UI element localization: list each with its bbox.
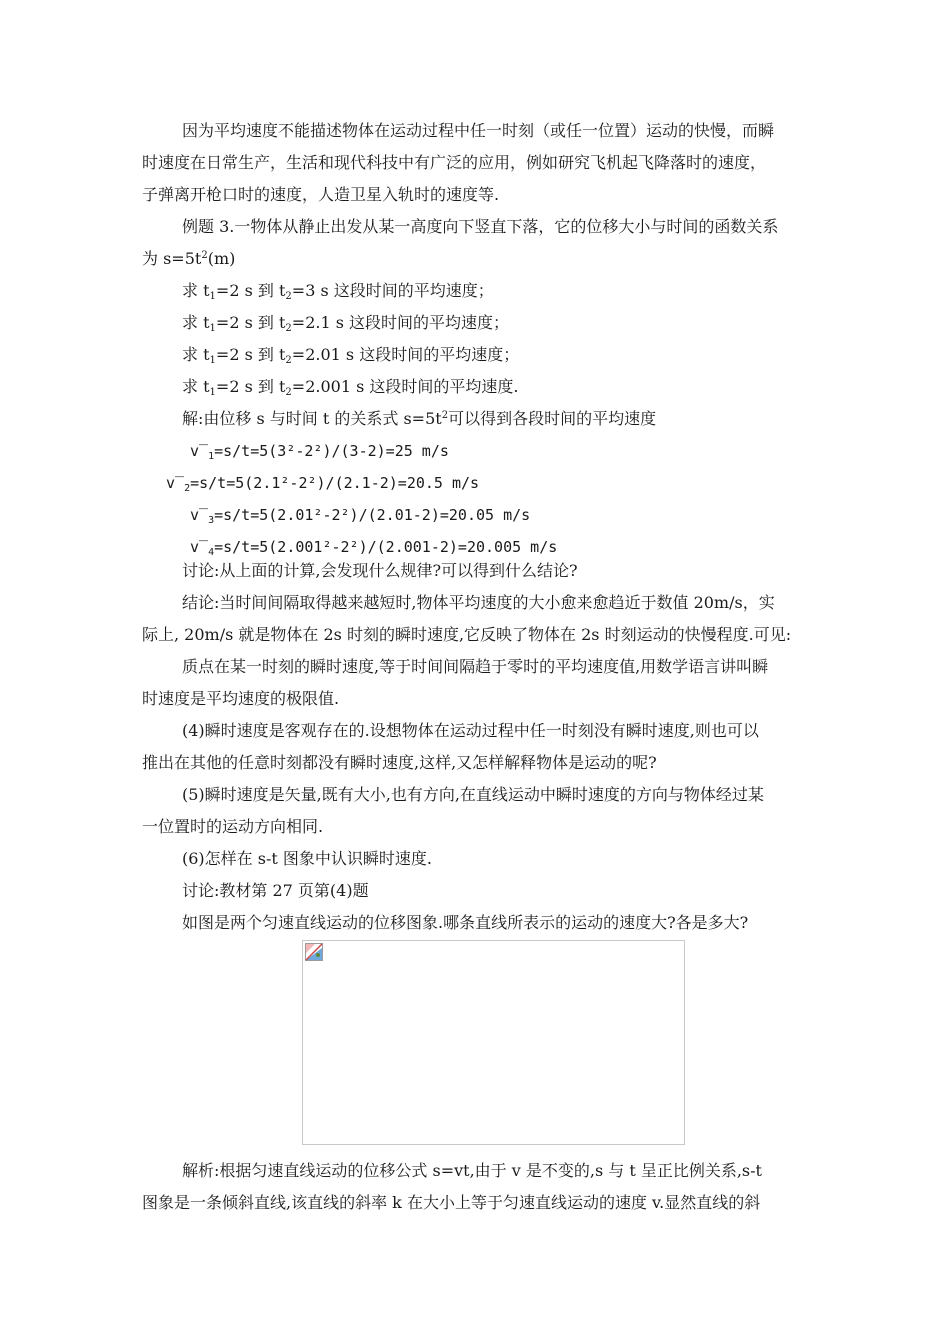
question-4: 求 $t_1=2$ s 到 $t_2=2.001$ s 这段时间的平均速度. (182, 377, 519, 398)
calc-2: $v‾_2=s/t=5(2.1^2-2^2)/(2.1-2)=20.5$ m/s (166, 474, 480, 494)
calc-3: $v‾_3=s/t=5(2.01^2-2^2)/(2.01-2)=20.05$ m/s (190, 506, 531, 526)
intro-line-2: 时速度在日常生产，生活和现代科技中有广泛的应用，例如研究飞机起飞降落时的速度， (142, 153, 767, 172)
intro-line-3: 子弹离开枪口时的速度，人造卫星入轨时的速度等. (142, 185, 500, 204)
broken-image-icon (305, 943, 323, 961)
discussion-question: 讨论:从上面的计算,会发现什么规律?可以得到什么结论? (182, 561, 578, 580)
broken-figure-placeholder (302, 940, 685, 1145)
point-5-line-2: 一位置时的运动方向相同. (142, 817, 324, 836)
calc-4: $v‾_4=s/t=5(2.001^2-2^2)/(2.001-2)=20.005$ m/s (190, 538, 558, 558)
example-line-1: 例题 3.一物体从静止出发从某一高度向下竖直下落，它的位移大小与时间的函数关系 (182, 217, 779, 236)
point-4-line-2: 推出在其他的任意时刻都没有瞬时速度,这样,又怎样解释物体是运动的呢? (142, 753, 657, 772)
solution-intro: 解:由位移 s 与时间 t 的关系式 $s=5t^2$可以得到各段时间的平均速度 (182, 409, 657, 428)
question-1: 求 $t_1=2$ s 到 $t_2=3$ s 这段时间的平均速度； (182, 281, 494, 302)
analysis-line-1: 解析:根据匀速直线运动的位移公式 s=vt,由于 v 是不变的,s 与 t 呈正比例关系,s-t (182, 1161, 762, 1180)
question-2: 求 $t_1=2$ s 到 $t_2=2.1$ s 这段时间的平均速度； (182, 313, 510, 334)
conclusion-line-4: 时速度是平均速度的极限值. (142, 689, 340, 708)
question-3: 求 $t_1=2$ s 到 $t_2=2.01$ s 这段时间的平均速度； (182, 345, 520, 366)
analysis-line-2: 图象是一条倾斜直线,该直线的斜率 k 在大小上等于匀速直线运动的速度 v.显然直线的斜 (142, 1193, 761, 1212)
point-5-line-1: (5)瞬时速度是矢量,既有大小,也有方向,在直线运动中瞬时速度的方向与物体经过某 (182, 785, 764, 804)
example-line-2: 为 $s=5t^2(m)$ (142, 249, 236, 268)
textbook-reference: 讨论:教材第 27 页第(4)题 (182, 881, 369, 900)
intro-line-1: 因为平均速度不能描述物体在运动过程中任一时刻（或任一位置）运动的快慢，而瞬 (182, 121, 775, 140)
calc-1: $v‾_1=s/t=5(3^2-2^2)/(3-2)=25$ m/s (190, 442, 449, 462)
point-6: (6)怎样在 s-t 图象中认识瞬时速度. (182, 849, 432, 868)
figure-question: 如图是两个匀速直线运动的位移图象.哪条直线所表示的运动的速度大?各是多大? (182, 913, 749, 932)
conclusion-line-3: 质点在某一时刻的瞬时速度,等于时间间隔趋于零时的平均速度值,用数学语言讲叫瞬 (182, 657, 769, 676)
point-4-line-1: (4)瞬时速度是客观存在的.设想物体在运动过程中任一时刻没有瞬时速度,则也可以 (182, 721, 759, 740)
conclusion-line-2: 际上, 20m/s 就是物体在 2s 时刻的瞬时速度,它反映了物体在 2s 时刻运动的快慢程度.可见: (142, 625, 792, 644)
conclusion-line-1: 结论:当时间间隔取得越来越短时,物体平均速度的大小愈来愈趋近于数值 20m/s，实 (182, 593, 775, 612)
